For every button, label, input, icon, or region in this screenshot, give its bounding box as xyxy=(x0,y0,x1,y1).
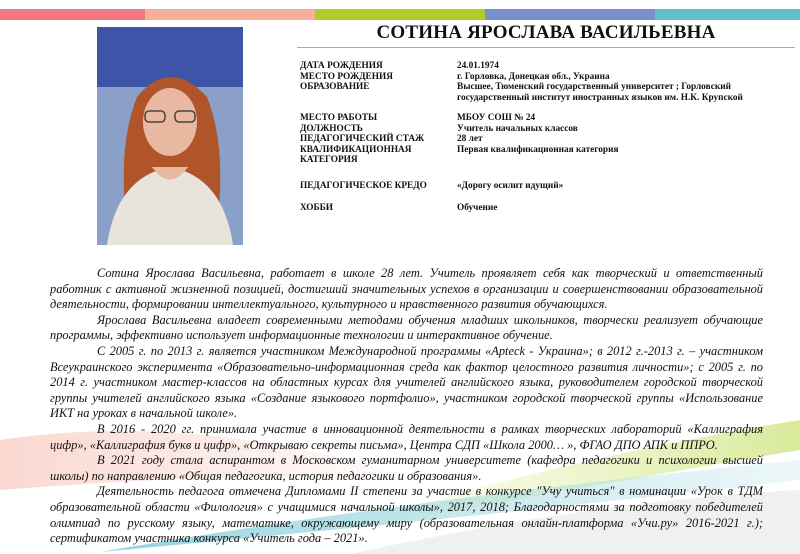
info-label: КВАЛИФИКАЦИОННАЯ КАТЕГОРИЯ xyxy=(300,144,412,166)
stripe-blue xyxy=(485,9,655,20)
stripe-red xyxy=(0,9,145,20)
info-label: ПЕДАГОГИЧЕСКОЕ КРЕДО xyxy=(300,181,427,191)
stripe-peach xyxy=(145,9,315,20)
stripe-green xyxy=(315,9,485,20)
bio-paragraph: Сотина Ярослава Васильевна, работает в школе 28 лет. Учитель проявляет себя как творческий и ответственный работник с активной жизненной позицией, достигший значительных успехов в организации и совершенствовании образовательной деятельности, формировании интеллектуального, культурного и нравственного развития обучающихся. xyxy=(50,266,763,312)
info-label: ДОЛЖНОСТЬ xyxy=(300,123,363,134)
bio-paragraph: Ярослава Васильевна владеет современными методами обучения младших школьников, творчески реализует обучающие программы, эффективно использует информационные технологии и интерактивное обучение. xyxy=(50,312,763,343)
info-label: ХОББИ xyxy=(300,203,333,213)
info-label: МЕСТО РОЖДЕНИЯ xyxy=(300,71,393,82)
info-label: ОБРАЗОВАНИЕ xyxy=(300,82,370,93)
bio-paragraph: Деятельность педагога отмечена Дипломами II степени за участие в конкурсе "Учу учиться" в номинации «Урок в ТДМ образовательной области «Филология» с учащимися начальной школы», 2017, 2018; Благодарностями за подготовку победителей олимпиад по русскому языку, математике, окружающему миру (образовательная онлайн-платформа «Учи.ру» 2016-2021 г.); сертификатом участника конкурса «Учитель года – 2021». xyxy=(50,484,763,546)
bio-paragraph: В 2016 - 2020 гг. принимала участие в инновационной деятельности в рамках творческих лабораторий «Каллиграфия цифр», «Каллиграфия букв и цифр», «Открываю секреты письма», Центра СДП «Школа 2000… », ФГАО ДПО АПК и ППРО. xyxy=(50,421,763,452)
info-label: МЕСТО РАБОТЫ xyxy=(300,113,378,123)
info-value: г. Горловка, Донецкая обл., Украина xyxy=(457,71,610,82)
info-label: ПЕДАГОГИЧЕСКИЙ СТАЖ xyxy=(300,134,425,145)
bio-paragraph: В 2021 году стала аспирантом в Московском гуманитарном университете (кафедра педагогики и психологии высшей школы) по направлению «Общая педагогика, история педагогики и образования». xyxy=(50,453,763,483)
info-value: Учитель начальных классов xyxy=(457,123,578,134)
info-label: ДАТА РОЖДЕНИЯ xyxy=(300,61,383,71)
bio-paragraph: С 2005 г. по 2013 г. является участником Международной программы «Apteck - Украина»; в 2012 г.-2013 г. – участником Всеукраинского эксперимента «Образовательно-информационная среда как фактор целостного развития личности»; с 2005 г. по 2014 г. участником мастер-классов на областных курсах для учителей английского языка, руководителем городской творческой группы учителей английского языка «Создание языкового портфолио», участником городской творческой группы «Использование ИКТ на уроках в начальной школе». xyxy=(50,343,763,421)
biography-text xyxy=(50,266,763,547)
info-value: 24.01.1974 xyxy=(457,61,499,71)
title-divider xyxy=(297,47,795,48)
info-value: Первая квалификационная категория xyxy=(457,144,619,155)
page-title: СОТИНА ЯРОСЛАВА ВАСИЛЬЕВНА xyxy=(376,22,716,43)
stripe-cyan xyxy=(655,9,800,20)
info-value: «Дорогу осилит идущий» xyxy=(457,181,564,191)
info-value: МБОУ СОШ № 24 xyxy=(457,113,536,123)
info-value: 28 лет xyxy=(457,134,483,145)
color-stripe xyxy=(0,9,800,20)
portrait-photo xyxy=(97,27,243,245)
info-value: Обучение xyxy=(457,203,498,213)
info-value: Высшее, Тюменский государственный университет ; Горловский государственный институт иностранных языков им. Н.К. Крупской xyxy=(457,82,743,103)
